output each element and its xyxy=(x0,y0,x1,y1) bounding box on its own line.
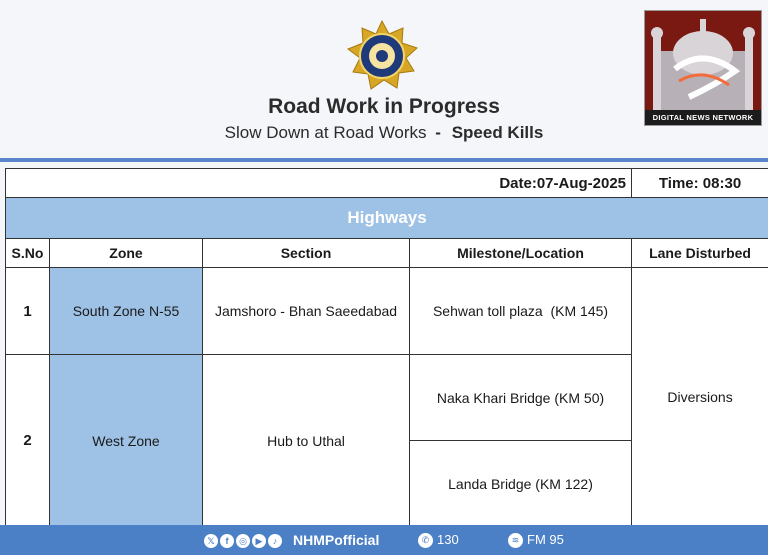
social-handle[interactable]: NHMPofficial xyxy=(293,532,380,548)
column-header-section: Section xyxy=(203,239,410,268)
header-divider xyxy=(0,158,768,162)
page-title: Road Work in Progress xyxy=(268,95,500,118)
row-sno: 1 xyxy=(6,268,50,355)
subtitle-separator: - xyxy=(435,123,441,142)
column-header-sno: S.No xyxy=(6,239,50,268)
logo-caption: DIGITAL NEWS NETWORK xyxy=(645,110,761,125)
x-icon[interactable]: 𝕏 xyxy=(204,534,218,548)
road-work-table xyxy=(5,168,768,527)
row-milestone: Sehwan toll plaza (KM 145) xyxy=(410,268,632,355)
column-header-milestone: Milestone/Location xyxy=(410,239,632,268)
helpline xyxy=(418,532,459,548)
section-row xyxy=(6,198,768,239)
column-header-lane: Lane Disturbed xyxy=(632,239,768,268)
page-subtitle xyxy=(0,123,768,143)
row-section: Hub to Uthal xyxy=(203,355,410,527)
radio-info xyxy=(508,532,564,548)
mosque-dome-icon xyxy=(645,11,761,111)
footer-bar xyxy=(0,525,768,555)
helpline-number: 130 xyxy=(437,532,459,547)
header xyxy=(0,0,768,158)
row-sno: 2 xyxy=(6,355,50,527)
facebook-icon[interactable]: f xyxy=(220,534,234,548)
news-network-logo xyxy=(644,10,762,126)
police-badge-icon xyxy=(346,20,418,92)
social-icons xyxy=(204,532,284,548)
date-row xyxy=(6,169,768,198)
subtitle-emphasis: Speed Kills xyxy=(451,123,544,142)
row-zone: West Zone xyxy=(50,355,203,527)
youtube-icon[interactable]: ▶ xyxy=(252,534,266,548)
section-title: Highways xyxy=(6,198,768,239)
table-header-row xyxy=(6,239,768,268)
instagram-icon[interactable]: ◎ xyxy=(236,534,250,548)
row-section: Jamshoro - Bhan Saeedabad xyxy=(203,268,410,355)
date-label: Date:07-Aug-2025 xyxy=(6,169,632,198)
time-label: Time: 08:30 xyxy=(632,169,768,198)
radio-icon: ≋ xyxy=(508,533,523,548)
tiktok-icon[interactable]: ♪ xyxy=(268,534,282,548)
row-milestone: Naka Khari Bridge (KM 50) xyxy=(410,355,632,441)
lane-disturbed-value: Diversions xyxy=(632,268,768,527)
radio-frequency: FM 95 xyxy=(527,532,564,547)
table-row xyxy=(6,268,768,355)
column-header-zone: Zone xyxy=(50,239,203,268)
phone-icon: ✆ xyxy=(418,533,433,548)
subtitle-main: Slow Down at Road Works xyxy=(224,123,427,142)
row-milestone: Landa Bridge (KM 122) xyxy=(410,441,632,527)
row-zone: South Zone N-55 xyxy=(50,268,203,355)
